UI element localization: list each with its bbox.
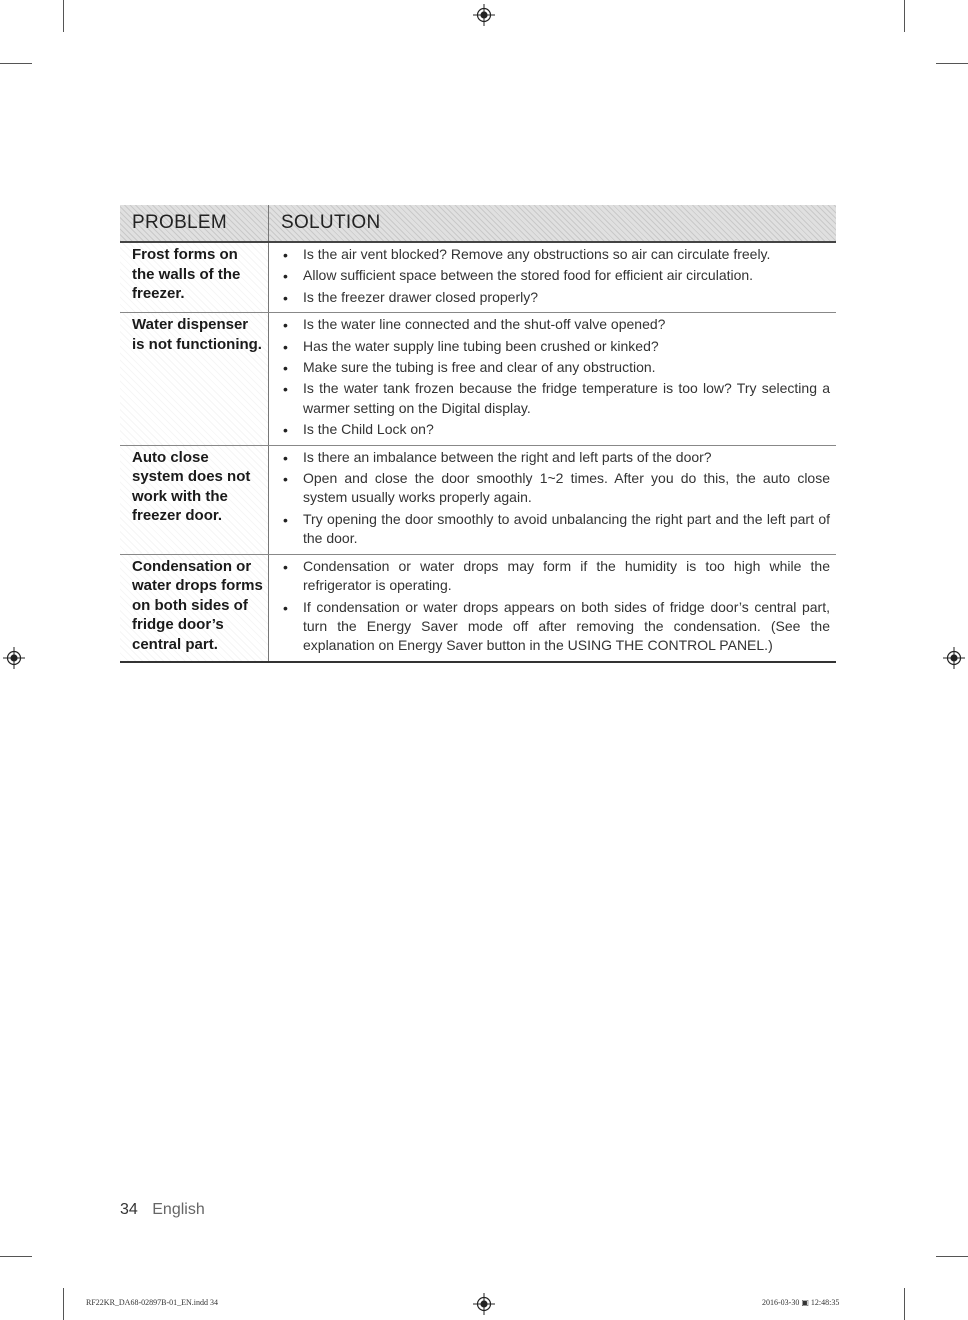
table-row [120,242,836,313]
problem-cell: Auto close system does not work with the freezer door. [120,445,269,554]
solution-text: Has the water supply line tubing been crushed or kinked? [303,337,659,354]
crop-mark-bottom-right-h [936,1256,968,1257]
solution-text: Is the water line connected and the shut-off valve opened? [303,316,666,333]
solution-text: Is the Child Lock on? [303,421,434,438]
solution-list [279,315,830,439]
print-slug-timestamp: 2016-03-30 ▣ 12:48:35 [762,1298,840,1307]
registration-target-icon [473,4,495,26]
solution-text: Try opening the door smoothly to avoid unbalancing the right part and the left part of the door. [303,510,830,547]
solution-text: Is the freezer drawer closed properly? [303,288,538,305]
solution-text: Is the air vent blocked? Remove any obstructions so air can circulate freely. [303,246,771,262]
bullet-icon: • [283,449,288,466]
bullet-icon: • [283,317,288,334]
crop-mark-top-left [63,0,64,32]
solution-item [279,469,830,508]
bullet-icon: • [283,558,288,575]
solution-item [279,245,830,264]
bullet-icon: • [283,422,288,439]
solution-cell [269,242,837,313]
problem-cell: Condensation or water drops forms on both sides of fridge door’s central part. [120,554,269,662]
solution-column-header: SOLUTION [269,205,837,242]
solution-item [279,448,830,467]
problem-cell: Frost forms on the walls of the freezer. [120,242,269,313]
bullet-icon: • [283,268,288,285]
troubleshooting-table [120,205,836,663]
solution-text: Is there an imbalance between the right and left parts of the door? [303,448,712,465]
solution-item [279,288,830,307]
print-slug-filename: RF22KR_DA68-02897B-01_EN.indd 34 [86,1298,219,1307]
solution-item [279,420,830,439]
problem-column-header: PROBLEM [120,205,269,242]
problem-cell: Water dispenser is not functioning. [120,313,269,445]
solution-list [279,245,830,307]
solution-cell [269,313,837,445]
page-footer [120,1201,205,1219]
solution-text: Make sure the tubing is free and clear of any obstruction. [303,359,656,376]
solution-text: Is the water tank frozen because the fridge temperature is too low? Try selecting a warmer setting on the Digital display. [303,380,830,416]
solution-text: Allow sufficient space between the stored food for efficient air circulation. [303,267,754,284]
crop-mark-bottom-left [63,1288,64,1320]
solution-item [279,337,830,356]
table-header-row [120,205,836,242]
bullet-icon: • [283,338,288,355]
crop-mark-bottom-left-h [0,1256,32,1257]
registration-target-icon [943,647,965,669]
solution-list [279,557,830,656]
bullet-icon: • [283,247,288,263]
bullet-icon: • [283,511,288,528]
table-row [120,554,836,662]
solution-cell [269,445,837,554]
table-row [120,313,836,445]
page-language: English [152,1201,205,1218]
table-row [120,445,836,554]
registration-target-icon [3,647,25,669]
solution-list [279,448,830,549]
bullet-icon: • [283,599,288,616]
crop-mark-top-left-h [0,63,32,64]
solution-item [279,510,830,549]
registration-target-icon [473,1293,495,1315]
solution-item [279,266,830,285]
page-number: 34 [120,1201,138,1218]
solution-text: Open and close the door smoothly 1~2 times. After you do this, the auto close system usually works properly again. [303,470,830,506]
solution-item [279,315,830,334]
bullet-icon: • [283,360,288,377]
solution-item [279,598,830,656]
bullet-icon: • [283,471,288,488]
solution-text: If condensation or water drops appears on both sides of fridge door’s central part, turn the Energy Saver mode off after removing the condensation. (See the explanation on Energy Saver button in the USING THE CONTROL PANEL.) [303,598,830,654]
bullet-icon: • [283,289,288,306]
solution-cell [269,554,837,662]
crop-mark-top-right-h [936,63,968,64]
solution-item [279,379,830,418]
bullet-icon: • [283,381,288,398]
crop-mark-top-right [904,0,905,32]
solution-text: Condensation or water drops may form if the humidity is too high while the refrigerator is operating. [303,557,830,594]
crop-mark-bottom-right [904,1288,905,1320]
solution-item [279,557,830,596]
solution-item [279,358,830,377]
